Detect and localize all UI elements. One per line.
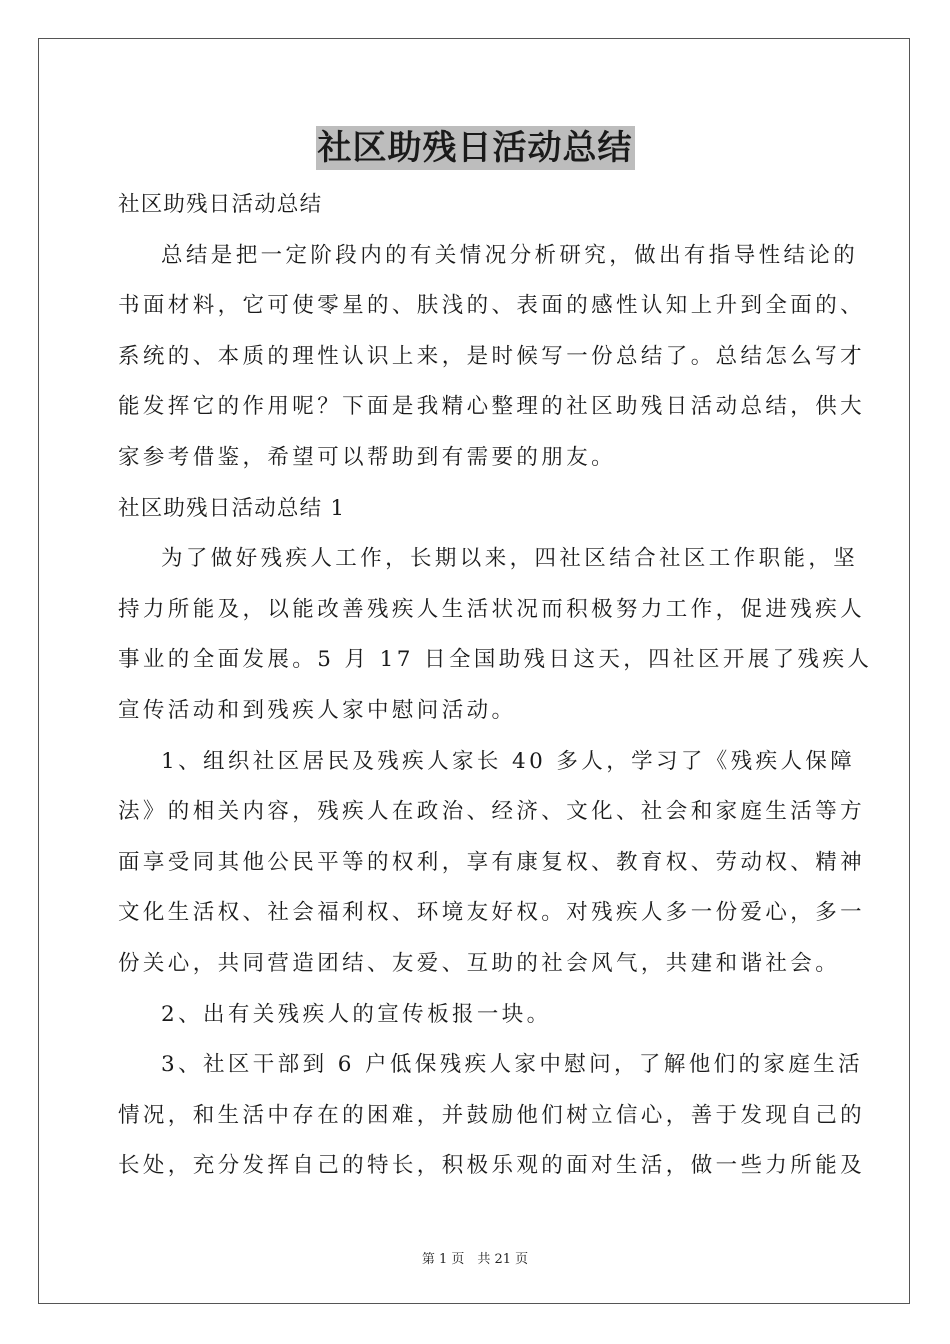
paragraph-line: 持力所能及，以能改善残疾人生活状况而积极努力工作，促进残疾人 [118, 596, 866, 622]
paragraph-line: 长处，充分发挥自己的特长，积极乐观的面对生活，做一些力所能及 [118, 1153, 866, 1179]
paragraph-line: 文化生活权、社会福利权、环境友好权。对残疾人多一份爱心，多一 [118, 900, 866, 926]
paragraph-line: 家参考借鉴，希望可以帮助到有需要的朋友。 [118, 444, 617, 470]
paragraph-line: 书面材料，它可使零星的、肤浅的、表面的感性认知上升到全面的、 [118, 293, 866, 319]
paragraph-line: 份关心，共同营造团结、友爱、互助的社会风气，共建和谐社会。 [118, 950, 841, 976]
paragraph-line: 宣传活动和到残疾人家中慰问活动。 [118, 697, 517, 723]
section-heading: 社区助残日活动总结 1 [118, 495, 346, 521]
paragraph-line: 事业的全面发展。5 月 17 日全国助残日这天，四社区开展了残疾人 [118, 647, 873, 673]
document-title: 社区助残日活动总结 [317, 128, 633, 168]
page-footer: 第 1 页 共 21 页 [421, 1252, 529, 1267]
paragraph-line: 能发挥它的作用呢？下面是我精心整理的社区助残日活动总结，供大 [118, 394, 866, 420]
paragraph-line: 系统的、本质的理性认识上来，是时候写一份总结了。总结怎么写才 [118, 343, 866, 369]
paragraph-line: 3、社区干部到 6 户低保残疾人家中慰问，了解他们的家庭生活 [161, 1052, 864, 1078]
paragraph-line: 情况，和生活中存在的困难，并鼓励他们树立信心，善于发现自己的 [118, 1102, 866, 1128]
paragraph-line: 面享受同其他公民平等的权利，享有康复权、教育权、劳动权、精神 [118, 849, 866, 875]
paragraph-line: 为了做好残疾人工作，长期以来，四社区结合社区工作职能，坚 [161, 546, 859, 572]
document-body [118, 180, 873, 1192]
paragraph-line: 总结是把一定阶段内的有关情况分析研究，做出有指导性结论的 [161, 242, 859, 268]
paragraph-line: 2、出有关残疾人的宣传板报一块。 [161, 1001, 552, 1027]
title-container [0, 126, 950, 170]
subtitle-line: 社区助残日活动总结 [118, 192, 323, 217]
paragraph-line: 法》的相关内容，残疾人在政治、经济、文化、社会和家庭生活等方 [118, 799, 866, 825]
paragraph-line: 1、组织社区居民及残疾人家长 40 多人，学习了《残疾人保障 [161, 748, 856, 774]
